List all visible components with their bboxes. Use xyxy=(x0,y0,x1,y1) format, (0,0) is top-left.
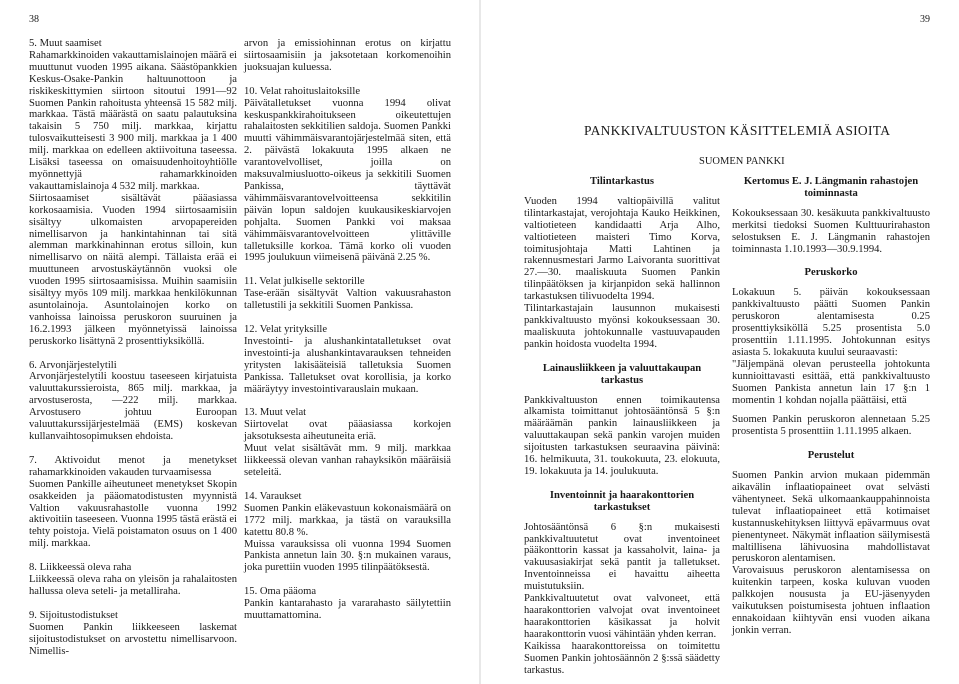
paragraph: Siirtovelat ovat pääasiassa korkojen jaksotuksesta aiheutuneita eriä. xyxy=(244,419,451,443)
spacer xyxy=(524,351,720,363)
section-heading: 10. Velat rahoituslaitoksille xyxy=(244,85,361,97)
spacer xyxy=(732,438,930,450)
section-heading: 12. Velat yrityksille xyxy=(244,324,328,336)
section-heading: 7. Aktivoidut menot ja menetykset rahamarkkinoiden vakauden turvaamisessa xyxy=(29,454,237,478)
section-heading: 14. Varaukset xyxy=(244,490,302,502)
spacer xyxy=(732,279,930,287)
spacer xyxy=(732,200,930,208)
spacer xyxy=(244,574,451,586)
spacer xyxy=(244,74,451,86)
paragraph: Investointi- ja alushankintatalletukset ovat investointi-ja alushankintavarauksen tehneiden yritysten lakisääteisiä talletuksia Suomen Pankissa. Talletukset ovat korollisia, ja korko määräytyy investointivarauslain mukaan. xyxy=(244,335,451,395)
paragraph: Vuoden 1994 valtiopäivillä valitut tilintarkastajat, verojohtaja Kauko Heikkinen, valtiotieteen kandidaatti Arja Alho, valtiotieteen maisteri Timo Korva, toimitusjohtaja Matti Lahtinen ja rakennusmestari Jarmo Laivoranta suorittivat 27.—30. maaliskuuta Suomen Pankin tilinpäätöksen ja kirjanpidon sekä hallinnon tarkastuksen tilivuodelta 1994. xyxy=(524,195,720,303)
binding-gutter xyxy=(479,0,481,684)
paragraph: Kaikissa haarakonttoreissa on toimitettu Suomen Pankin johtosäännön 2 §:ssä säädetty tarkastus. xyxy=(524,640,720,676)
section-heading: Perustelut xyxy=(807,450,855,462)
section-subtitle: SUOMEN PANKKI xyxy=(699,156,785,167)
right-page-column-1 xyxy=(524,176,720,676)
paragraph: Suomen Pankin arvion mukaan pidemmän aikavälin inflaatiopaineet ovat selvästi vähentyneet. Sekä ulkomaankauppahinnoista tulevat inflaatiopaineet että kotimaiset kustannuskehityksen liittyvä epävarmuus ovat pienentyneet. Näkymät inflaation säilymisestä maltillisena lähivuosina mahdollistavat peruskoron alentamisen. xyxy=(732,470,930,565)
paragraph: Siirtosaamiset sisältävät pääasiassa korkosaamisia. Vuoden 1994 siirtosaamisiin sisältyy ulkomaisten arvopapereiden nimellisarvon ja hankintahinnan tai sitä alemman markkinahinnan erotus silloin, kun nimellisarvo on näitä alempi. Tällaista erää ei muuttuneen arvostuskäytännön vuoksi ole vuoden 1995 siirtosaamisissa. Muihin saamisiin sisältyy myös 109 milj. markkaa henkilökunnan asuntolainoja. Asuntolainojen korko on vanhoissa lainoissa peruskoron suuruinen ja 16.2.1993 jälkeen myönnetyissä lainoissa peruskorko lisättynä 2 prosenttiyksiköllä. xyxy=(29,192,237,347)
paragraph: arvon ja emissiohinnan erotus on kirjattu siirtosaamisiin ja jaksotetaan korkomenoihin juoksuajan kuluessa. xyxy=(244,38,451,73)
spacer xyxy=(732,255,930,267)
paragraph: Päivätalletukset vuonna 1994 olivat keskuspankkirahoitukseen oikeutettujen rahalaitosten sekkitilien saldoja. Suomen Pankki muutti vähimmäisvarantojärjestelmää siten, että 2. päivästä lokakuuta 1995 alkaen ne varantovelvolliset, joilla on maksuvalmiusluotto-oikeus ja sekkitili Suomen Pankissa, täyttävät vähimmäisvarantovelvoitteensa sekkitilin päivän lopun saldojen kuukausikeskiarvojen pohjalta. Suomen Pankki voi maksaa vähimmäisvarantovelvoitteen ylittäville talletuksille korkoa. Tämä korko oli vuoden 1995 joulukuun viimeisenä päivänä 2.25 %. xyxy=(244,97,451,264)
section-heading: 15. Oma pääoma xyxy=(244,586,317,598)
spacer xyxy=(732,462,930,470)
section-heading: 13. Muut velat xyxy=(244,407,307,419)
paragraph: Pankkivaltuuston ennen toimikautensa alkamista toimittanut johtosääntönsä 5 §:n määräämän pankin lainausliikkeen ja valuuttakaupan sekä pankin varojen muiden sijoitusten tarkastuksen seuraavina päivinä: 16. helmikuuta, 31. toukokuuta, 23. elokuuta, 19. lokakuuta ja 14. joulukuuta. xyxy=(524,394,720,477)
spacer xyxy=(524,478,720,490)
page-number-right: 39 xyxy=(920,14,930,25)
spacer xyxy=(244,479,451,491)
page-title: PANKKIVALTUUSTON KÄSITTELEMIÄ ASIOITA xyxy=(584,123,891,138)
spacer xyxy=(244,264,451,276)
section-heading: 9. Sijoitustodistukset xyxy=(29,609,118,621)
left-page-column-1 xyxy=(29,38,237,658)
paragraph: Suomen Pankin peruskoron alennetaan 5.25 prosentista 5 prosenttiin 1.11.1995 alkaen. xyxy=(732,414,930,438)
paragraph: Pankkivaltuutetut ovat valvoneet, että haarakonttorien valvojat ovat inventoineet haarakonttorien käsikassat ja holvit haarakonttorin vuosi vähintään yhden kerran. xyxy=(524,593,720,640)
spacer xyxy=(29,598,237,610)
paragraph: Kokouksessaan 30. kesäkuuta pankkivaltuusto merkitsi tiedoksi Suomen Kulttuurirahaston selostuksen E. J. Längmanin rahastojen toiminnasta 1.10.1993—30.9.1994. xyxy=(732,207,930,255)
paragraph: Tase-erään sisältyvät Valtion vakuusrahaston talletustili ja sekkitili Suomen Pankissa. xyxy=(244,288,451,312)
paragraph: Tilintarkastajain lausunnon mukaisesti pankkivaltuusto myönsi kokouksessaan 30. maaliskuuta johtokunnalle vastuuvapauden pankin hoidosta vuodelta 1994. xyxy=(524,303,720,350)
spacer xyxy=(524,514,720,522)
section-heading: Lainausliikkeen ja valuuttakaupan tarkastus xyxy=(542,362,702,386)
paragraph: Liikkeessä oleva raha on yleisön ja rahalaitosten hallussa oleva seteli- ja metallirahа. xyxy=(29,574,237,597)
section-heading: 8. Liikkeessä oleva raha xyxy=(29,562,132,574)
section-heading: 5. Muut saamiset xyxy=(29,38,102,49)
paragraph: "Jäljempänä olevan perusteella johtokunta kunnioittavasti esittää, että pankkivaltuusto Suomen Pankista annetun lain 17 §:n 1 momentin 1 kohdan nojalla päättäisi, että xyxy=(732,358,930,406)
section-heading: 6. Arvonjärjestelytili xyxy=(29,359,117,371)
right-page-column-2 xyxy=(732,176,930,637)
paragraph: Suomen Pankin liikkeeseen laskemat sijoitustodistukset on arvostettu nimellisarvoon. Nimellis- xyxy=(29,621,237,657)
section-heading: Kertomus E. J. Längmanin rahastojen toiminnasta xyxy=(743,176,919,199)
spacer xyxy=(524,387,720,395)
spacer xyxy=(29,348,237,360)
page-number-left: 38 xyxy=(29,14,39,25)
left-page-column-2 xyxy=(244,38,451,622)
paragraph: Arvonjärjestelytili koostuu taseeseen kirjatuista valuuttakurssieroista, 865 milj. markkaa, ja arvostuserosta, —222 milj. markkaa. Arvostusero johtuu Euroopan valuuttakurssijärjestelmää (EMS) koskevan kullanvaihtosopimuksen ehdoista. xyxy=(29,371,237,442)
section-heading: Tilintarkastus xyxy=(590,176,654,187)
spacer xyxy=(524,188,720,196)
paragraph: Suomen Pankin eläkevastuun kokonaismäärä on 1772 milj. markkaa, ja tästä on varauksilla katettu 80.8 %. xyxy=(244,502,451,538)
paragraph: Lokakuun 5. päivän kokouksessaan pankkivaltuusto päätti Suomen Pankin peruskoron alentamisesta 0.25 prosenttiyksiköllä 5.25 prosentista 5.0 prosenttiin 1.11.1995. Johtokunnan esitys asiasta 5. lokakuuta kuului seuraavasti: xyxy=(732,287,930,358)
section-heading: Inventoinnit ja haarakonttorien tarkastukset xyxy=(549,489,695,513)
spacer xyxy=(244,312,451,324)
paragraph: Pankin kantarahasto ja vararahasto säilytettiin muuttamattomina. xyxy=(244,598,451,622)
spacer xyxy=(244,395,451,407)
paragraph: Muut velat sisältävät mm. 9 milj. markkaa liikkeessä olevan vanhan rahayksikön määräisiä seteleitä. xyxy=(244,443,451,478)
spacer xyxy=(732,406,930,414)
paragraph: Johtosääntönsä 6 §:n mukaisesti pankkivaltuutetut ovat inventoineet pääkonttorin kassat ja kassaholvit, laina- ja vakuusasiakirjat sekä pantit ja talletukset. Inventoinneissa ei havaittu aiheetta muistutuksiin. xyxy=(524,521,720,593)
paragraph: Varovaisuus peruskoron alentamisessa on kuitenkin tarpeen, koska kuluvan vuoden palkkojen noususta ja EU-jäsenyyden vaikutuksen poistumisesta johtuen inflaation ennakoidaan kiihtyvän ensi vuoden aikana jonkin verran. xyxy=(732,565,930,636)
section-heading: Peruskorko xyxy=(804,267,858,279)
section-heading: 11. Velat julkiselle sektorille xyxy=(244,276,365,288)
paragraph: Rahamarkkinoiden vakauttamislainojen määrä ei muuttunut vuoden 1995 aikana. Säästöpankkien Keskus-Osake-Pankin haltuunottoon ja riskikeskittymien siirtoon sitoutui 1991—92 Suomen Pankin rahoitusta yhteensä 15 582 milj. markkaa. Tästä määrästä on saatu palautuksina takaisin 5 750 milj. markkaa, kirjattu tulosvaikutteisesti 3 900 milj. markkaa ja 1 400 milj. markkaa on edelleen aktiivoituna taseessa. Lisäksi taseessa on omaisuudenhoitoyhtiölle myönnettyjä rahamarkkinoiden vakauttamislainoja 4 532 milj. markkaa. xyxy=(29,49,237,192)
spacer xyxy=(29,550,237,562)
paragraph: Suomen Pankille aiheutuneet menetykset Skopin osakkeiden ja pääomatodistusten myynnistä Valtion vakuusrahastolle vuonna 1992 aktivoitiin taseeseen. Vuonna 1995 tästä erästä ei tehty poistoja. Vielä poistamaton osuus on 1 400 milj. markkaa. xyxy=(29,478,237,550)
paragraph: Muissa varauksissa oli vuonna 1994 Suomen Pankista annetun lain 30. §:n mukainen varaus, joka purettiin vuoden 1995 tilinpäätöksestä. xyxy=(244,538,451,574)
spacer xyxy=(29,443,237,455)
